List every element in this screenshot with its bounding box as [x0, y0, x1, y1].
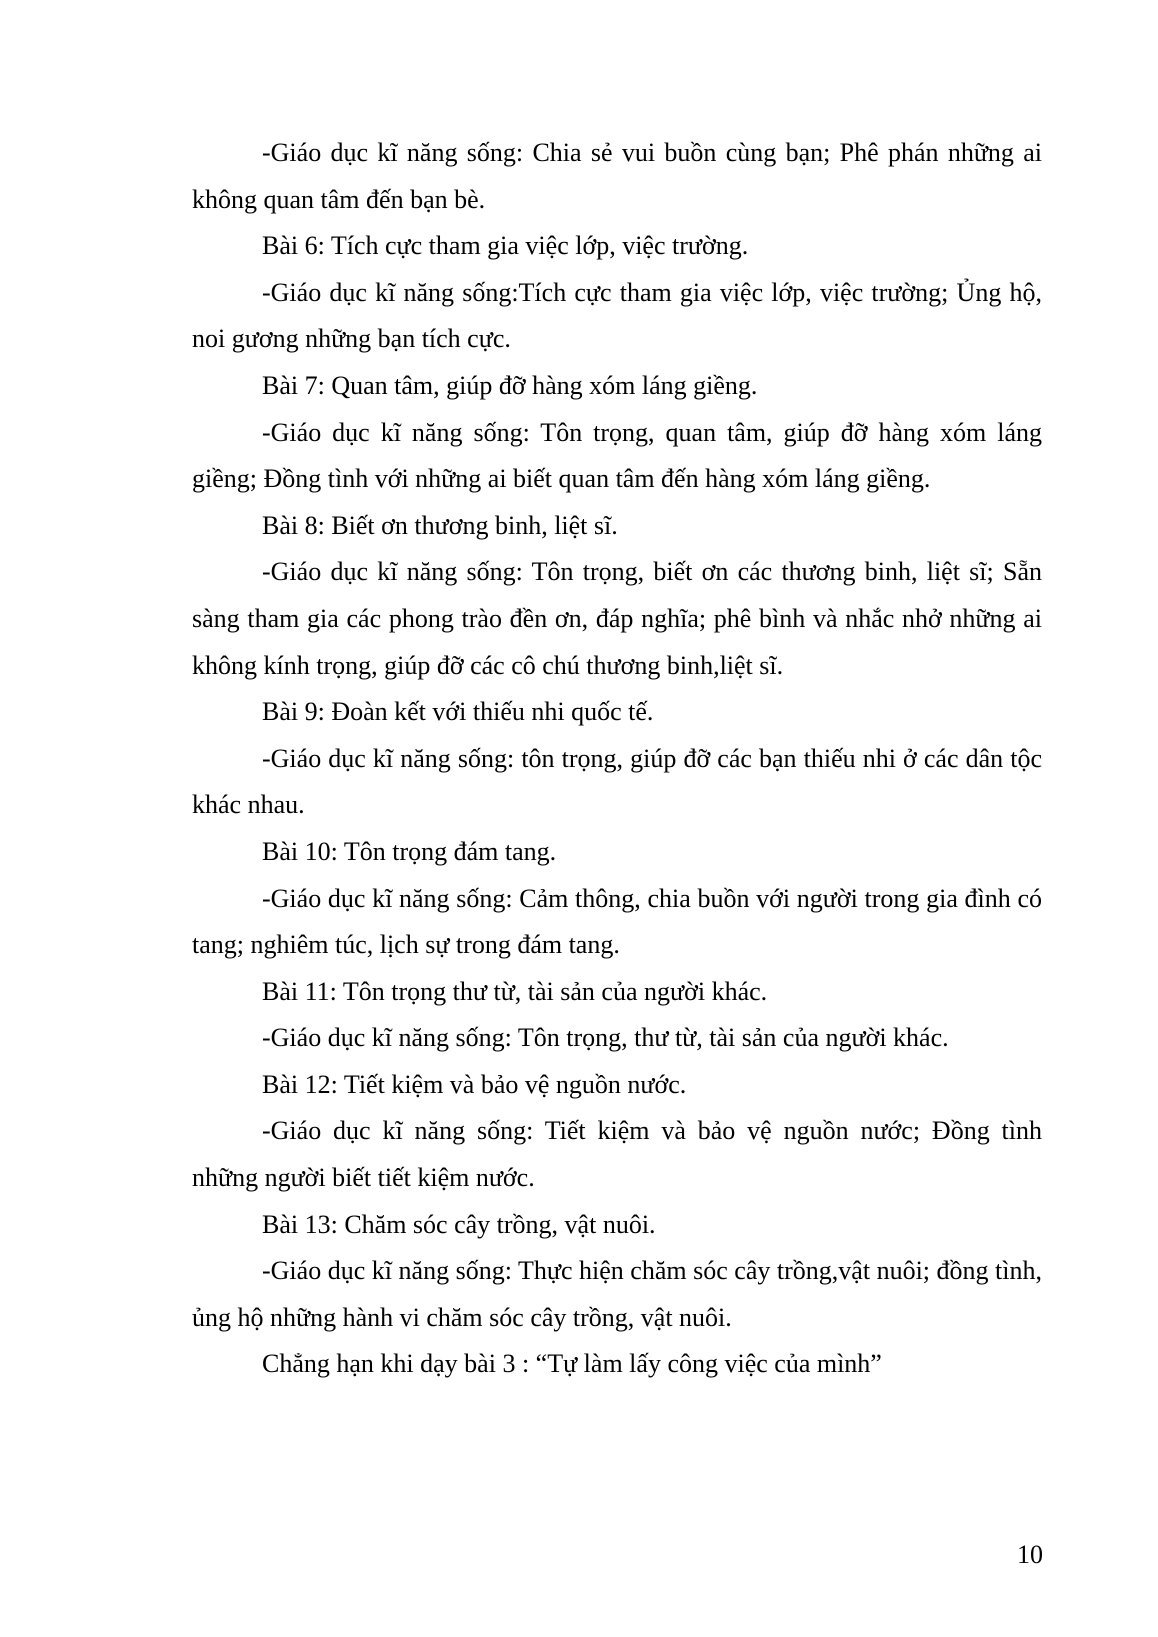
paragraph-life-skills-lesson-10: -Giáo dục kĩ năng sống: Cảm thông, chia buồn với người trong gia đình có tang; nghiêm túc, lịch sự trong đám tang.: [192, 883, 1042, 960]
paragraph-lesson-10-title: Bài 10: Tôn trọng đám tang.: [262, 836, 557, 866]
paragraph-life-skills-lesson-9: -Giáo dục kĩ năng sống: tôn trọng, giúp đỡ các bạn thiếu nhi ở các dân tộc khác nhau.: [192, 743, 1042, 820]
paragraph-example-lesson-3: Chẳng hạn khi dạy bài 3 : “Tự làm lấy công việc của mình”: [262, 1349, 882, 1379]
paragraph-life-skills-lesson-12: -Giáo dục kĩ năng sống: Tiết kiệm và bảo vệ nguồn nước; Đồng tình những người biết tiết kiệm nước.: [192, 1116, 1042, 1193]
paragraph-lesson-12-title: Bài 12: Tiết kiệm và bảo vệ nguồn nước.: [262, 1069, 687, 1099]
paragraph-lesson-6-title: Bài 6: Tích cực tham gia việc lớp, việc trường.: [262, 231, 749, 261]
paragraph-lesson-13-title: Bài 13: Chăm sóc cây trồng, vật nuôi.: [262, 1209, 656, 1239]
page-number: 10: [1017, 1540, 1043, 1569]
paragraph-lesson-8-title: Bài 8: Biết ơn thương binh, liệt sĩ.: [262, 510, 618, 540]
paragraph-life-skills-lesson-6: -Giáo dục kĩ năng sống:Tích cực tham gia việc lớp, việc trường; Ủng hộ, noi gương những bạn tích cực.: [192, 277, 1042, 354]
paragraph-life-skills-lesson-5: -Giáo dục kĩ năng sống: Chia sẻ vui buồn cùng bạn; Phê phán những ai không quan tâm đến bạn bè.: [192, 138, 1042, 214]
document-body: [192, 130, 1042, 1388]
paragraph-life-skills-lesson-11: -Giáo dục kĩ năng sống: Tôn trọng, thư từ, tài sản của người khác.: [262, 1023, 949, 1053]
paragraph-life-skills-lesson-8: -Giáo dục kĩ năng sống: Tôn trọng, biết ơn các thương binh, liệt sĩ; Sẵn sàng tham gia các phong trào đền ơn, đáp nghĩa; phê bình và nhắc nhở những ai không kính trọng, giúp đỡ các cô chú thương binh,liệt sĩ.: [192, 557, 1042, 680]
paragraph-life-skills-lesson-7: -Giáo dục kĩ năng sống: Tôn trọng, quan tâm, giúp đỡ hàng xóm láng giềng; Đồng tình với những ai biết quan tâm đến hàng xóm láng giềng.: [192, 417, 1042, 494]
paragraph-lesson-9-title: Bài 9: Đoàn kết với thiếu nhi quốc tế.: [262, 697, 654, 727]
paragraph-life-skills-lesson-13: -Giáo dục kĩ năng sống: Thực hiện chăm sóc cây trồng,vật nuôi; đồng tình, ủng hộ những hành vi chăm sóc cây trồng, vật nuôi.: [192, 1256, 1042, 1332]
paragraph-lesson-7-title: Bài 7: Quan tâm, giúp đỡ hàng xóm láng giềng.: [262, 370, 758, 400]
paragraph-lesson-11-title: Bài 11: Tôn trọng thư từ, tài sản của người khác.: [262, 976, 768, 1006]
